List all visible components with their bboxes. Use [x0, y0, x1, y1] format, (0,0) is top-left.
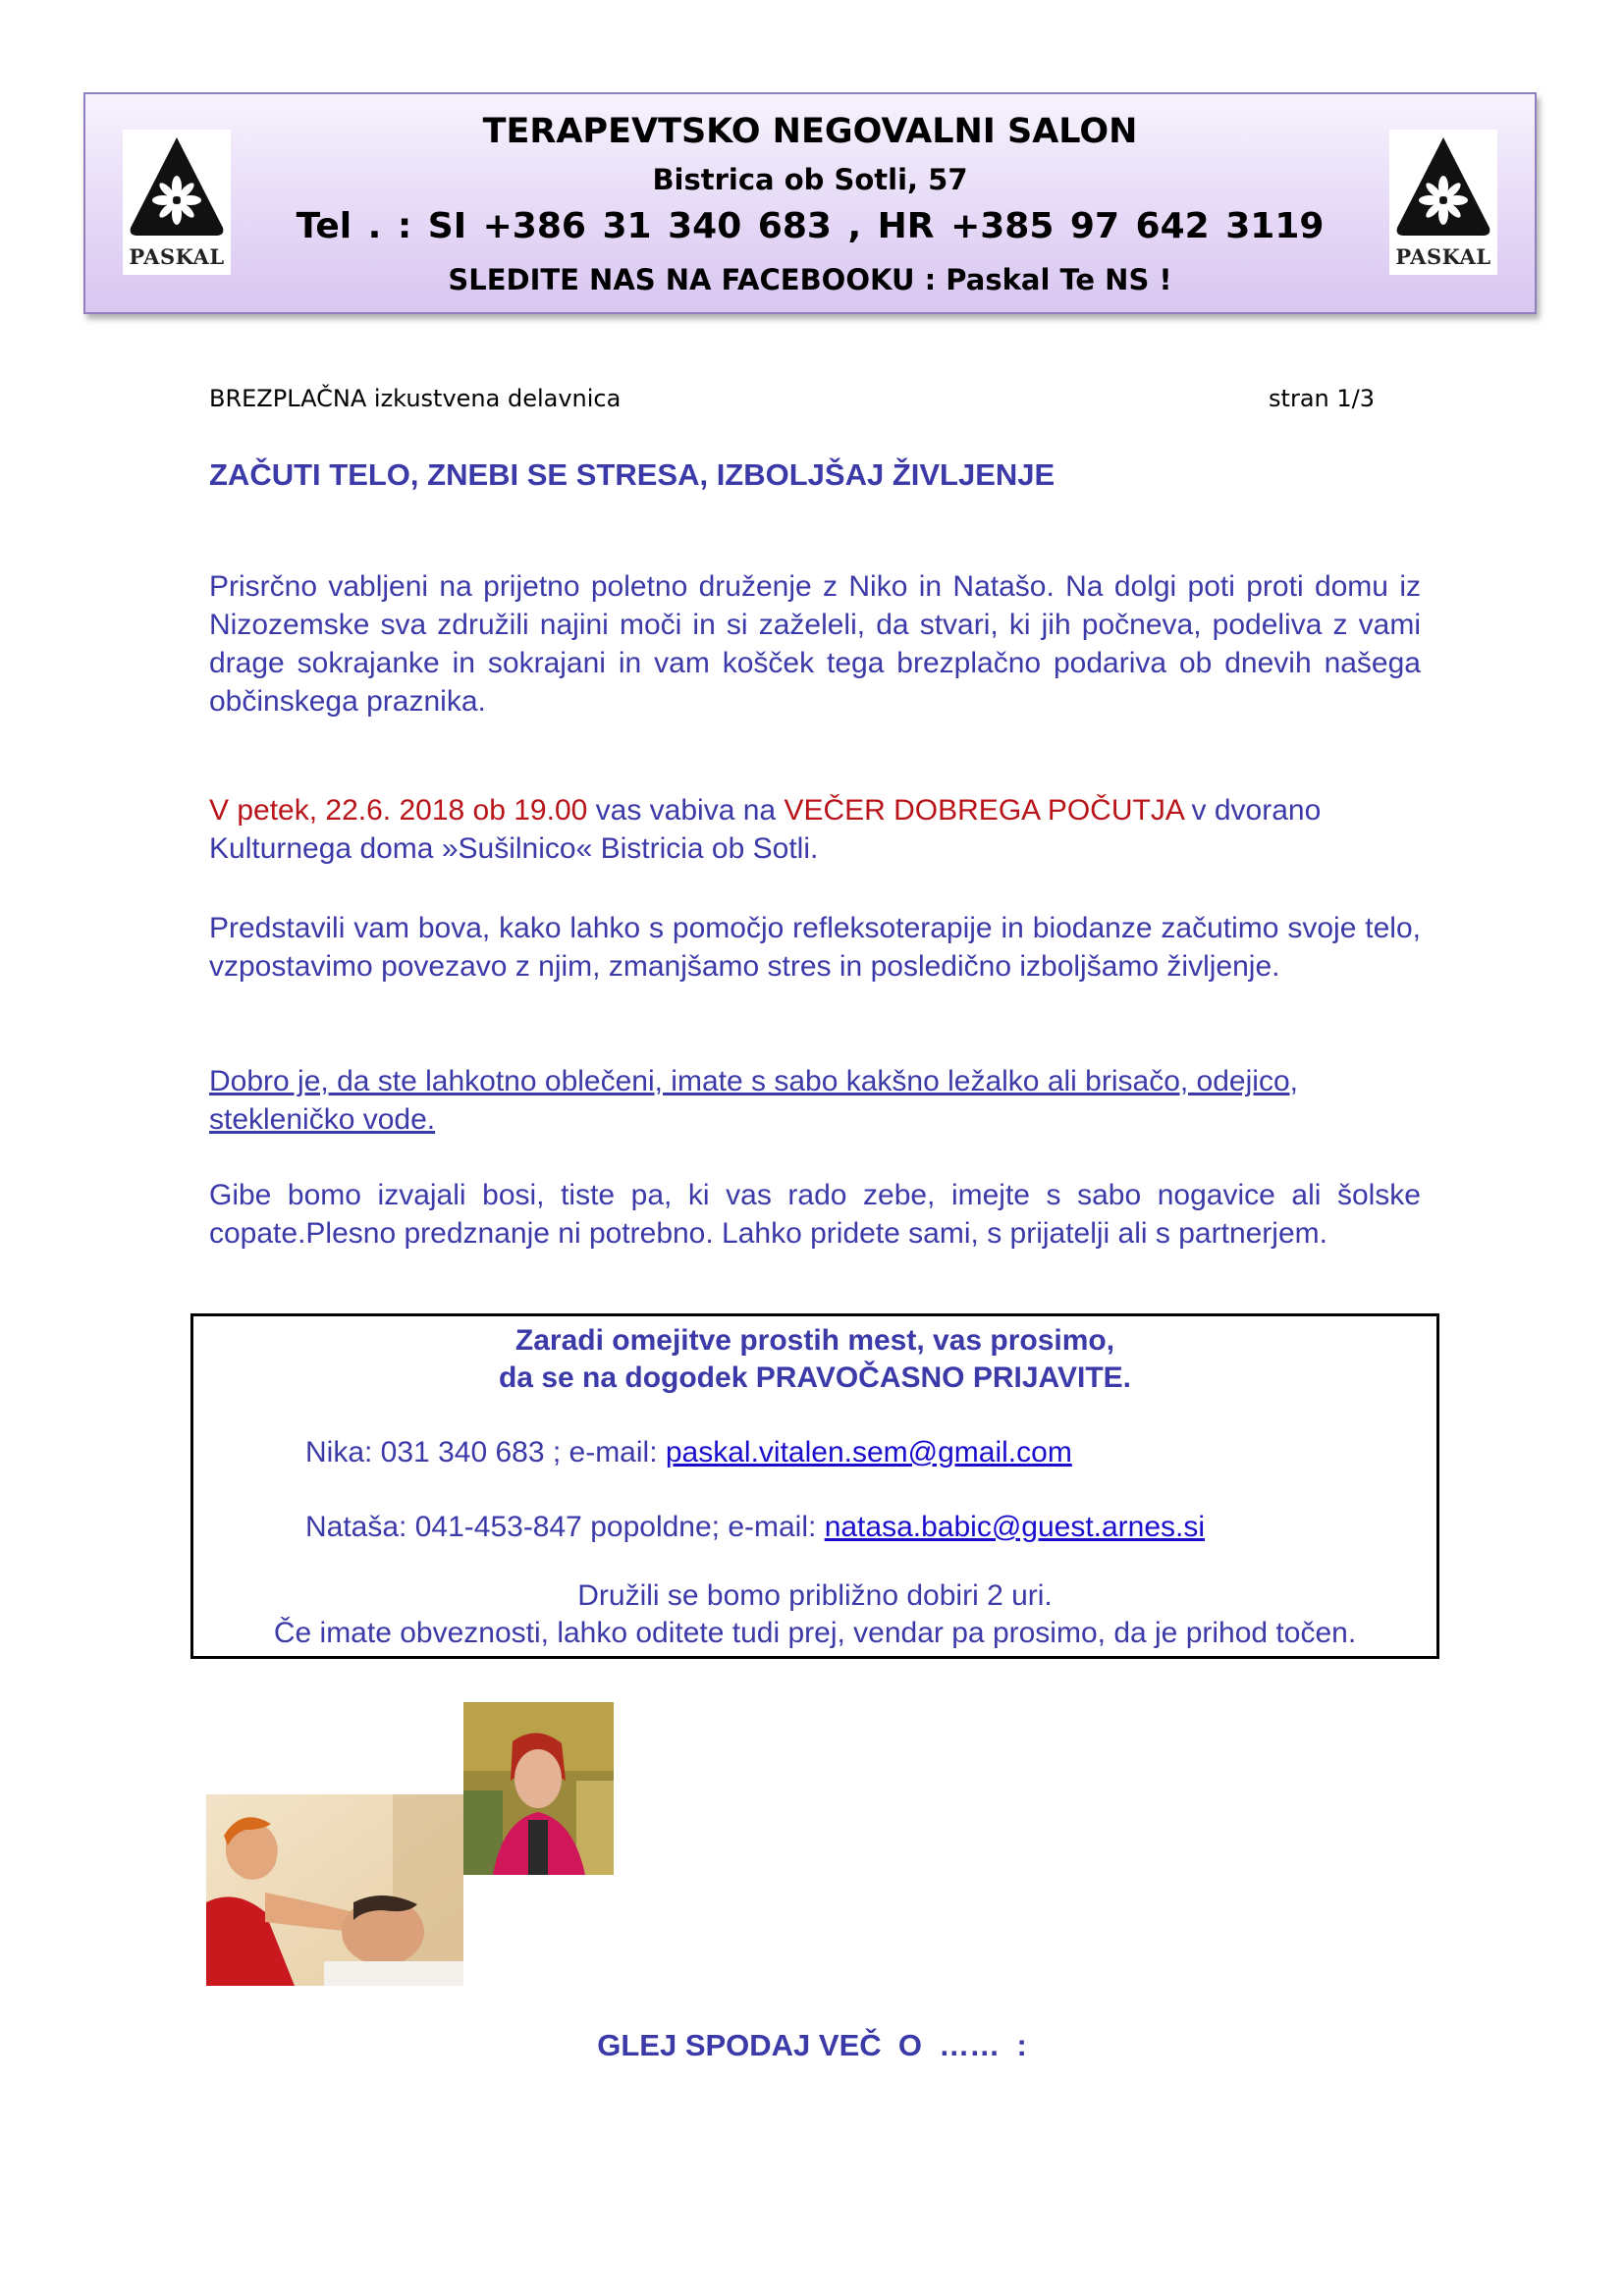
- notice-line1: Zaradi omejitve prostih mest, vas prosimo,: [514, 1324, 1115, 1357]
- natasa-contact: [305, 1511, 1205, 1544]
- salon-address: Bistrica ob Sotli, 57: [652, 163, 968, 196]
- event-paragraph: [209, 791, 1421, 868]
- nika-label: Nika: 031 340 683 ; e-mail:: [305, 1436, 666, 1468]
- facebook-note: SLEDITE NAS NA FACEBOOKU : Paskal Te NS !: [448, 263, 1172, 296]
- salon-name: TERAPEVTSKO NEGOVALNI SALON: [482, 112, 1138, 151]
- clothing-paragraph: Dobro je, da ste lahkotno oblečeni, imate s sabo kakšno ležalko ali brisačo, odejico, stekleničko vode.: [209, 1065, 1298, 1136]
- event-location: v dvorano Kulturnega doma »Sušilnico« Bistricia ob Sotli.: [209, 794, 1322, 865]
- event-date: V petek, 22.6. 2018 ob 19.00: [209, 794, 588, 827]
- nika-email-link[interactable]: paskal.vitalen.sem@gmail.com: [665, 1436, 1072, 1468]
- workshop-label: BREZPLAČNA izkustvena delavnica: [209, 385, 622, 412]
- paskal-logo-left: [123, 130, 231, 275]
- event-mid: vas vabiva na: [587, 794, 785, 827]
- duration-note: Družili se bomo približno dobiri 2 uri.: [577, 1579, 1053, 1612]
- portrait-photo: [463, 1702, 614, 1875]
- see-more-note: GLEJ SPODAJ VEČ O …… :: [597, 2028, 1027, 2062]
- notice-line2: [193, 1362, 1436, 1395]
- natasa-email-link[interactable]: natasa.babic@guest.arnes.si: [824, 1511, 1206, 1543]
- header-banner: [83, 92, 1537, 314]
- logo-text: PASKAL: [129, 244, 225, 269]
- barefoot-paragraph: Gibe bomo izvajali bosi, tiste pa, ki vas rado zebe, imejte s sabo nogavice ali šolske copate.Plesno predznanje ni potrebno. Lahko pridete sami, s prijatelji ali s partnerjem.: [209, 1179, 1421, 1250]
- logo-text: PASKAL: [1395, 244, 1491, 269]
- natasa-label: Nataša: 041-453-847 popoldne; e-mail:: [305, 1511, 825, 1543]
- event-name: VEČER DOBREGA POČUTJA: [784, 794, 1184, 827]
- presentation-paragraph: Predstavili vam bova, kako lahko s pomočjo refleksoterapije in biodanze začutimo svoje telo, vzpostavimo povezavo z njim, zmanjšamo stres in posledično izboljšamo življenje.: [209, 912, 1421, 983]
- nika-contact: [305, 1436, 1072, 1469]
- notice-line2-pre: da se na dogodek: [498, 1362, 756, 1394]
- document-title: ZAČUTI TELO, ZNEBI SE STRESA, IZBOLJŠAJ ŽIVLJENJE: [209, 457, 1056, 492]
- page-number: stran 1/3: [1269, 385, 1375, 412]
- salon-phone: Tel . : SI +386 31 340 683 , HR +385 97 642 3119: [296, 206, 1325, 246]
- notice-line2-emphasis: PRAVOČASNO PRIJAVITE.: [755, 1362, 1131, 1394]
- paskal-logo-right: [1389, 130, 1497, 275]
- reflexology-photo: [206, 1794, 463, 1986]
- intro-paragraph: Prisrčno vabljeni na prijetno poletno druženje z Niko in Natašo. Na dolgi poti proti domu iz Nizozemske sva združili najini moči in si zaželeli, da stvari, ki jih počneva, podeliva z vami drage sokrajanke in sokrajani in vam košček tega brezplačno podariva ob dnevih našega občinskega praznika.: [209, 570, 1421, 718]
- leave-note: Če imate obveznosti, lahko oditete tudi prej, vendar pa prosimo, da je prihod točen.: [273, 1617, 1357, 1649]
- registration-box: [190, 1313, 1439, 1659]
